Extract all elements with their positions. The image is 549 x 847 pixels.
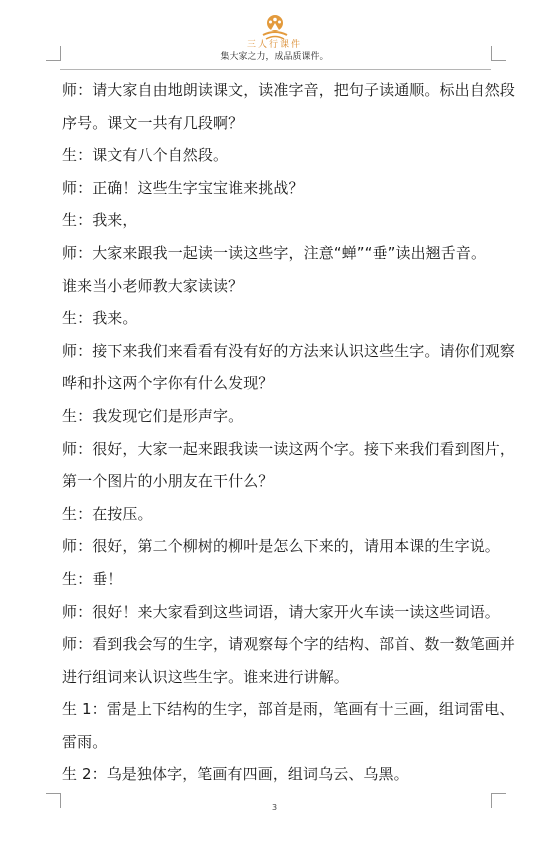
text-line: 生：我来。 — [62, 309, 138, 328]
text-line: 序号。课文一共有几段啊？ — [62, 113, 244, 132]
text-line: 生 1：雷是上下结构的生字，部首是雨，笔画有十三画，组词雷电、 — [62, 700, 515, 719]
text-line: 师：正确！这些生字宝宝谁来挑战？ — [62, 178, 304, 197]
logo-text: 三人行课件 — [246, 40, 302, 50]
text-line: 进行组词来认识这些生字。谁来进行讲解。 — [62, 667, 349, 686]
text-line: 师：很好，第二个柳树的柳叶是怎么下来的，请用本课的生字说。 — [62, 537, 500, 556]
header-divider — [60, 69, 491, 70]
document-body — [62, 74, 516, 791]
text-line: 生：课文有八个自然段。 — [62, 146, 229, 165]
header-slogan: 集大家之力，成品质课件。 — [220, 52, 329, 62]
text-line: 师：很好！来大家看到这些词语，请大家开火车读一读这些词语。 — [62, 602, 500, 621]
page-number: 3 — [271, 803, 278, 812]
text-line: 哗和扑这两个字你有什么发现？ — [62, 374, 274, 393]
text-line: 生：垂！ — [62, 569, 123, 588]
text-line: 生：我发现它们是形声字。 — [62, 406, 244, 425]
text-line: 师：看到我会写的生字，请观察每个字的结构、部首、数一数笔画并 — [62, 635, 516, 654]
text-line: 生：我来， — [62, 211, 138, 230]
text-line: 生 2：乌是独体字，笔画有四画，组词乌云、乌黑。 — [62, 765, 409, 784]
text-line: 谁来当小老师教大家读读？ — [62, 276, 244, 295]
page-header — [0, 14, 549, 63]
logo-icon — [260, 14, 290, 40]
text-line: 师：接下来我们来看看有没有好的方法来认识这些生字。请你们观察 — [62, 341, 516, 360]
text-line: 师：很好，大家一起来跟我读一读这两个字。接下来我们看到图片， — [62, 439, 516, 458]
text-line: 师：大家来跟我一起读一读这些字，注意“蝉”“垂”读出翘舌音。 — [62, 243, 487, 262]
text-line: 第一个图片的小朋友在干什么？ — [62, 472, 274, 491]
text-line: 师：请大家自由地朗读课文，读准字音，把句子读通顺。标出自然段 — [62, 81, 516, 99]
text-line: 雷雨。 — [62, 732, 108, 751]
text-line: 生：在按压。 — [62, 504, 153, 523]
